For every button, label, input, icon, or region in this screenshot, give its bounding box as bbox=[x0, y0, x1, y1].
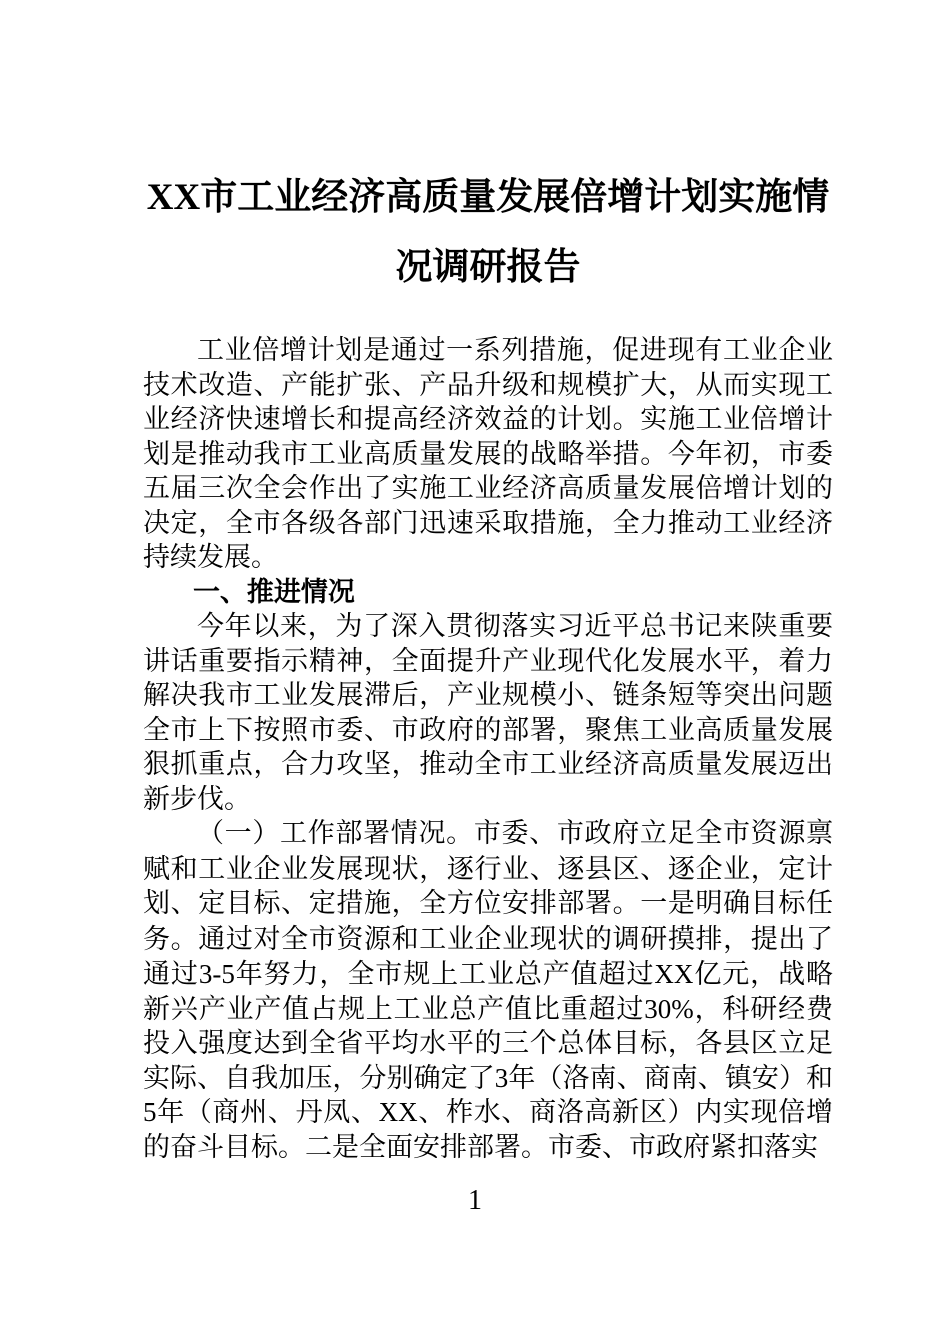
text-run: 市委、市政府紧扣落实 bbox=[548, 1131, 818, 1162]
emphasis-run: （一）工作部署情况。 bbox=[197, 818, 474, 849]
text-run: 市委、市政府立足全市资源禀赋和工业企业发展现状，逐行业、逐县区、逐企业，定计划、定目标、定措施，全方位安排部署。 bbox=[143, 818, 834, 918]
emphasis-run: 一是明确目标任务。 bbox=[143, 888, 833, 955]
document-title: XX市工业经济高质量发展倍增计划实施情况调研报告 bbox=[146, 177, 830, 288]
section-heading bbox=[143, 575, 833, 610]
body-paragraph bbox=[143, 816, 833, 1165]
emphasis-run: 二是全面安排部署。 bbox=[305, 1131, 548, 1163]
text-run: 通过对全市资源和工业企业现状的调研摸排，提出了通过3-5年努力，全市规上工业总产值超过XX亿元，战略新兴产业产值占规上工业总产值比重超过30%，科研经费投入强度达到全省平均水平的三个总体目标，各县区立足实际、自我加压，分别确定了3年（洛南、商南、镇安）和5年（商州、丹凤、XX、柞水、商洛高新区）内实现倍增的奋斗目标。 bbox=[143, 923, 833, 1162]
document-body bbox=[143, 333, 833, 1165]
text-run: 一、推进情况 bbox=[192, 576, 355, 607]
document-content bbox=[143, 163, 833, 1165]
page-number: 1 bbox=[468, 1185, 482, 1216]
text-run: 工业倍增计划是通过一系列措施，促进现有工业企业技术改造、产能扩张、产品升级和规模扩大，从而实现工业经济快速增长和提高经济效益的计划。实施工业倍增计划是推动我市工业高质量发展的战略举措。今年初，市委五届三次全会作出了实施工业经济高质量发展倍增计划的决定，全市各级各部门迅速采取措施，全力推动工业经济持续发展。 bbox=[143, 335, 833, 572]
text-run: 今年以来，为了深入贯彻落实习近平总书记来陕重要讲话重要指示精神，全面提升产业现代化发展水平，着力解决我市工业发展滞后，产业规模小、链条短等突出问题全市上下按照市委、市政府的部署，聚焦工业高质量发展狠抓重点，合力攻坚，推动全市工业经济高质量发展迈出新步伐。 bbox=[143, 611, 833, 814]
body-paragraph bbox=[143, 333, 833, 575]
body-paragraph bbox=[143, 609, 833, 816]
